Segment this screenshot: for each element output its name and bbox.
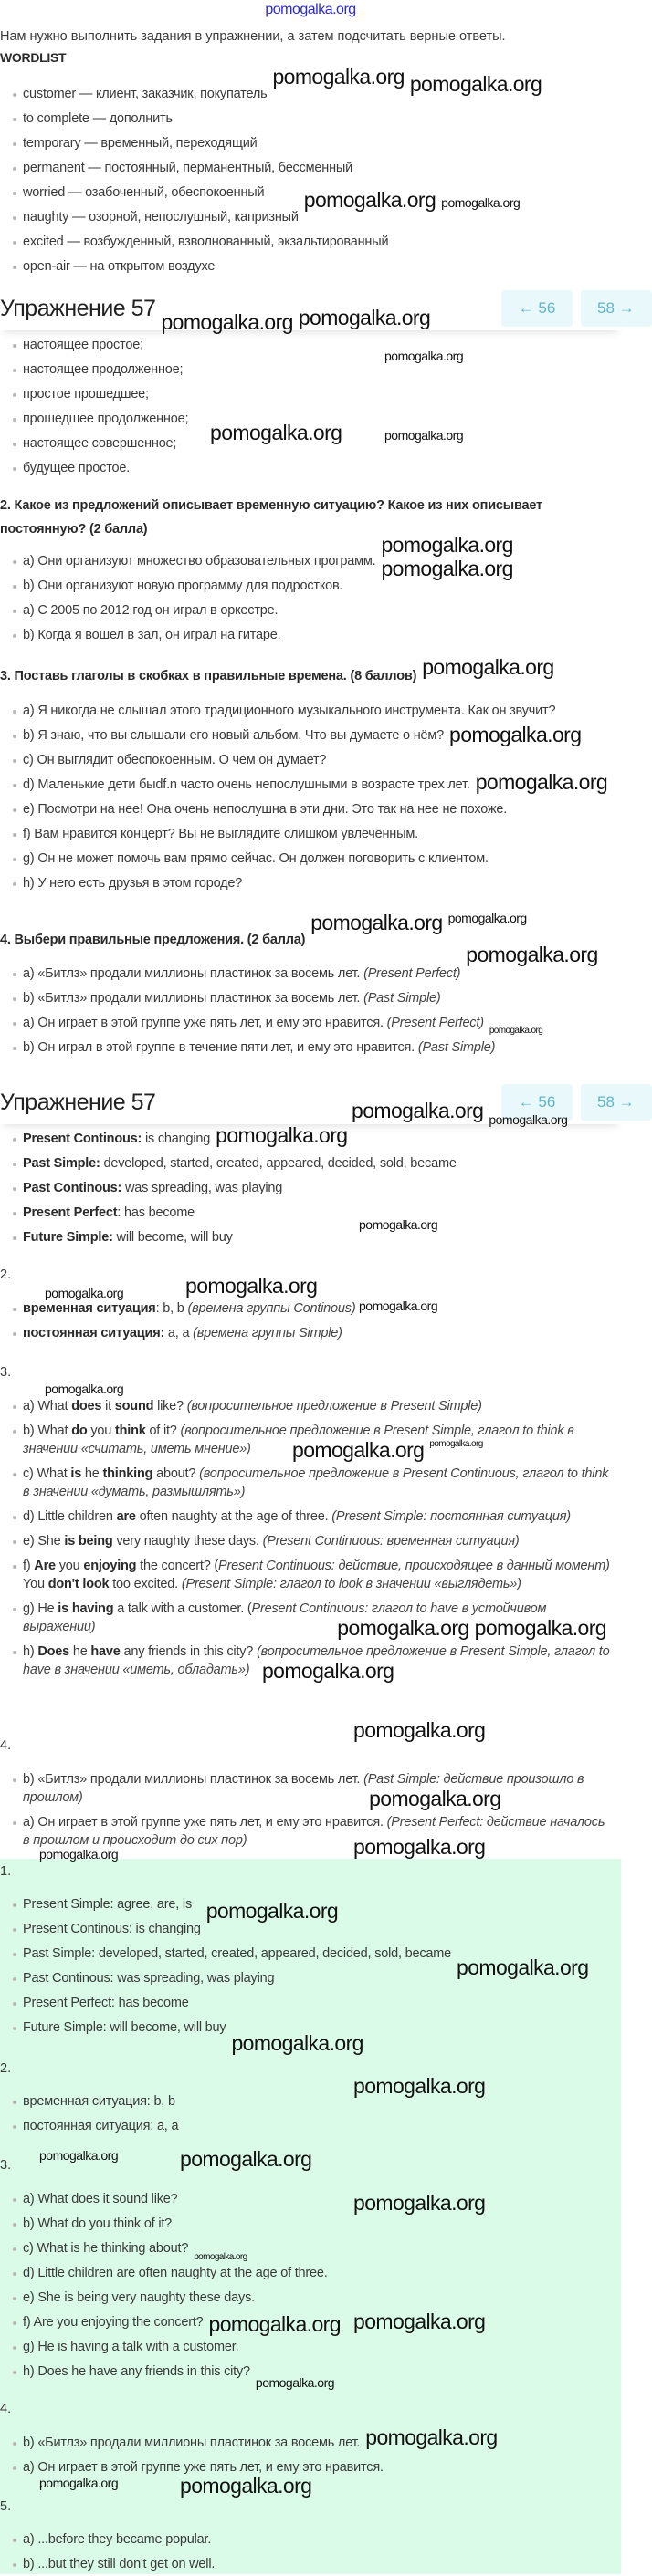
watermark-text: pomogalka.org: [353, 1835, 486, 1859]
italic-note: (вопросительное предложение в Present Simple): [186, 1398, 482, 1413]
item-text: d) Little children are often naughty at the age of three.: [23, 2265, 328, 2280]
list-item: [0, 81, 621, 106]
list-item: [0, 455, 621, 480]
item-text: g) He: [23, 1601, 58, 1616]
wordlist-label: WORDLIST: [0, 50, 67, 65]
item-text: developed, started, created, appeared, decided, sold, became: [100, 1155, 457, 1171]
list-item: [0, 2236, 621, 2260]
italic-note: (вопросительное предложение в Present Simple, глагол to think в значении «считать, иметь мнение»): [23, 1423, 574, 1456]
list-item: [0, 1200, 621, 1225]
item-text: настоящее продолженное;: [23, 361, 184, 377]
item-text: e) Посмотри на нее! Она очень непослушна в эти дни. Это так на нее не похоже.: [23, 801, 508, 817]
item-text: a) «Битлз» продали миллионы пластинок за восемь лет.: [23, 965, 364, 981]
bold-text: Are: [34, 1558, 56, 1573]
bold-text: временная ситуация: [23, 1300, 156, 1316]
question-3: 3. Поставь глаголы в скобках в правильные времена. (8 баллов): [0, 669, 417, 683]
watermark-text: pomogalka.org: [272, 65, 405, 89]
item-text: c) What is he thinking about?: [23, 2240, 189, 2256]
list-item: [0, 2455, 621, 2479]
list-item: [0, 1941, 621, 1966]
watermark-text: pomogalka.org: [303, 188, 436, 212]
list-item: [0, 1528, 614, 1553]
list-item: [0, 986, 621, 1010]
list-item: [0, 229, 621, 254]
answer-4-number: 4.: [0, 1738, 12, 1753]
list-item: [0, 357, 621, 381]
summary-1-list: [0, 1892, 621, 2039]
watermark-text: pomogalka.org: [45, 1382, 124, 1396]
question-2: 2. Какое из предложений описывает временную ситуацию? Какое из них описывает постоянную? (2 балла): [0, 498, 542, 537]
bold-text: Does: [37, 1643, 69, 1659]
question-3-items: [0, 698, 603, 895]
list-item: [0, 1418, 614, 1461]
italic-note: (Past Simple: действие произошло в прошлом): [23, 1771, 584, 1805]
question-2-items: [0, 548, 621, 647]
item-text: open-air — на открытом воздухе: [23, 258, 216, 274]
summary-5-number: 5.: [0, 2499, 12, 2514]
italic-note: (времена группы Simple): [193, 1325, 342, 1340]
list-item: [0, 622, 621, 647]
item-text: a) Он играет в этой группе уже пять лет, и ему это нравится.: [23, 1015, 387, 1030]
item-text: b) Он играл в этой группе в течение пяти лет, и ему это нравится.: [23, 1039, 418, 1055]
item-text: to complete — дополнить: [23, 110, 173, 126]
item-text: was spreading, was playing: [121, 1180, 283, 1195]
list-item: [0, 1035, 621, 1059]
summary-2-number: 2.: [0, 2061, 12, 2076]
item-text: c) Он выглядит обеспокоенным. О чем он думает?: [23, 752, 327, 767]
item-text: d) Маленькие дети быdf.n часто очень непослушными в возрасте трех лет.: [23, 777, 470, 792]
italic-note: (Present Simple: постоянная ситуация): [331, 1508, 571, 1524]
item-text: often naughty at the age of three.: [135, 1508, 332, 1524]
italic-note: (Present Perfect): [386, 1015, 484, 1030]
watermark-text: pomogalka.org: [365, 2425, 498, 2449]
item-text: you: [87, 1423, 115, 1438]
bold-text: Past Continous:: [23, 1180, 122, 1195]
summary-4-number: 4.: [0, 2402, 12, 2416]
watermark-text: pomogalka.org: [45, 1286, 124, 1300]
list-item: [0, 2310, 621, 2334]
item-text: h) У него есть друзья в этом городе?: [23, 875, 243, 891]
list-item: [0, 846, 603, 871]
italic-note: (Present Perfect): [363, 965, 461, 981]
watermark-text: pomogalka.org: [359, 1217, 438, 1232]
bold-text: is being: [64, 1533, 113, 1549]
item-text: about?: [152, 1465, 200, 1481]
italic-note: (Past Simple): [363, 990, 441, 1006]
list-item: [0, 2186, 621, 2211]
item-text: c) What: [23, 1465, 71, 1481]
item-text: of it?: [145, 1423, 181, 1438]
watermark-text: pomogalka.org: [210, 421, 342, 444]
list-item: [0, 406, 621, 431]
item-text: Present Continous: is changing: [23, 1921, 201, 1936]
item-text: a) С 2005 по 2012 год он играл в оркестре.: [23, 602, 279, 618]
item-text: Past Continous: was spreading, was playing: [23, 1970, 275, 1986]
item-text: b) «Битлз» продали миллионы пластинок за восемь лет.: [23, 990, 364, 1006]
list-item: [0, 2113, 621, 2138]
watermark-text: pomogalka.org: [449, 723, 582, 746]
item-text: a) What: [23, 1398, 72, 1413]
item-text: g) He is having a talk with a customer.: [23, 2339, 239, 2354]
italic-note: Present Continuous: глагол to have в устойчивом выражении): [23, 1601, 547, 1634]
bold-text: is: [70, 1465, 82, 1481]
list-item: [0, 1320, 621, 1345]
watermark-text: pomogalka.org: [384, 428, 464, 443]
list-item: [0, 1010, 621, 1035]
list-item: [0, 254, 621, 278]
watermark-text: pomogalka.org: [255, 2375, 335, 2390]
summary-5-list: [0, 2527, 621, 2576]
exercise-title: Упражнение 57: [0, 1090, 156, 1115]
sticky-header-2: [0, 1084, 635, 1124]
item-text: is changing: [142, 1131, 211, 1146]
prev-exercise-button[interactable]: ← 56: [501, 1084, 573, 1121]
answer-1-list: [0, 1123, 621, 1249]
watermark-text: pomogalka.org: [216, 1123, 348, 1147]
list-item: [0, 2527, 621, 2551]
answer-3-number: 3.: [0, 1365, 12, 1380]
list-item: [0, 797, 603, 821]
item-text: permanent — постоянный, перманентный, бессменный: [23, 160, 353, 175]
watermark-text: pomogalka.org: [39, 2476, 119, 2490]
item-text: : has become: [117, 1205, 195, 1220]
watermark-text: pomogalka.org: [298, 306, 431, 329]
watermark-text: pomogalka.org: [489, 1112, 568, 1127]
answer-4-list: [0, 1767, 614, 1852]
list-item: [0, 2551, 621, 2576]
wordlist: [0, 81, 621, 278]
watermark-text: pomogalka.org: [447, 911, 527, 925]
list-item: [0, 2260, 621, 2285]
list-item: [0, 961, 621, 986]
bold-text: thinking: [102, 1465, 153, 1481]
list-item: [0, 106, 621, 130]
item-text: h): [23, 1643, 38, 1659]
item-text: You: [23, 1576, 48, 1591]
item-text: it: [101, 1398, 115, 1413]
list-item: [0, 1504, 614, 1528]
list-item: [0, 1596, 614, 1639]
list-item: [0, 130, 621, 155]
watermark-text: pomogalka.org: [292, 1437, 425, 1462]
item-text: too excited.: [109, 1576, 182, 1591]
list-item: [0, 2015, 621, 2039]
watermark-text: pomogalka.org: [208, 2312, 341, 2336]
italic-note: (вопросительное предложение в Present Continuous, глагол to think в значении «думать, размышлять»): [23, 1465, 609, 1499]
list-item: [0, 821, 603, 846]
list-item: [0, 747, 603, 772]
bold-text: do: [71, 1423, 88, 1438]
summary-3-list: [0, 2186, 621, 2383]
answer-2-number: 2.: [0, 1267, 12, 1282]
summary-4-list: [0, 2430, 621, 2479]
summary-1-number: 1.: [0, 1864, 12, 1879]
watermark-text: pomogalka.org: [359, 1298, 438, 1313]
item-text: a) Он играет в этой группе уже пять лет, и ему это нравится.: [23, 2459, 384, 2475]
item-text: the concert? (: [136, 1558, 219, 1573]
list-item: [0, 1393, 614, 1418]
item-text: a) ...before they became popular.: [23, 2531, 212, 2547]
item-text: f) Are you enjoying the concert?: [23, 2314, 204, 2330]
list-item: [0, 2089, 621, 2113]
list-item: [0, 698, 603, 723]
bold-text: Present Perfect: [23, 1205, 118, 1220]
watermark-text: pomogalka.org: [441, 195, 521, 210]
watermark-text: pomogalka.org: [353, 2074, 486, 2098]
item-text: naughty — озорной, непослушный, капризный: [23, 209, 299, 224]
watermark-text: pomogalka.org: [337, 1615, 469, 1640]
item-text: d) Little children: [23, 1508, 117, 1524]
item-text: b) What do you think of it?: [23, 2216, 173, 2231]
item-text: прошедшее продолженное;: [23, 411, 189, 426]
item-text: like?: [153, 1398, 187, 1413]
list-item: [0, 2285, 621, 2310]
question-4-items: [0, 961, 621, 1059]
watermark-text: pomogalka.org: [180, 2147, 312, 2171]
list-item: [0, 1990, 621, 2015]
summary-3-number: 3.: [0, 2158, 12, 2173]
list-item: [0, 1553, 614, 1596]
item-text: a, a: [164, 1325, 194, 1340]
item-text: b) ...but they still don't get on well.: [23, 2556, 216, 2571]
tenses-list: [0, 332, 621, 480]
list-item: [0, 1151, 621, 1175]
item-text: Past Simple: developed, started, created, appeared, decided, sold, became: [23, 1945, 452, 1961]
bold-text: think: [114, 1423, 146, 1438]
list-item: [0, 1296, 621, 1320]
italic-note: (Present Continuous: временная ситуация): [262, 1533, 520, 1549]
answer-2-list: [0, 1296, 621, 1345]
item-text: настоящее простое;: [23, 337, 143, 352]
watermark-text: pomogalka.org: [231, 2031, 363, 2055]
italic-note: (времена группы Continous): [187, 1300, 356, 1316]
item-text: временная ситуация: b, b: [23, 2093, 175, 2109]
item-text: f) Вам нравится концерт? Вы не выглядите слишком увлечённым.: [23, 826, 418, 841]
watermark-text: pomogalka.org: [185, 1274, 318, 1298]
bold-text: постоянная ситуация:: [23, 1325, 165, 1340]
watermark-text: pomogalka.org: [381, 533, 513, 557]
item-text: Future Simple: will become, will buy: [23, 2019, 226, 2035]
item-text: a) What does it sound like?: [23, 2191, 178, 2206]
italic-note: (Present Simple: глагол to look в значении «выглядеть»): [181, 1576, 521, 1591]
list-item: [0, 2334, 621, 2359]
watermark-text: pomogalka.org: [429, 1438, 483, 1449]
bold-text: have: [90, 1643, 121, 1659]
item-text: b) Я знаю, что вы слышали его новый альбом. Что вы думаете о нём?: [23, 727, 445, 743]
prev-exercise-button[interactable]: ← 56: [501, 290, 573, 327]
item-text: настоящее совершенное;: [23, 435, 177, 451]
next-exercise-button[interactable]: 58 →: [581, 290, 652, 327]
watermark-text: pomogalka.org: [39, 2148, 119, 2163]
bold-text: is having: [58, 1601, 114, 1616]
item-text: a talk with a customer. (: [113, 1601, 252, 1616]
item-text: you: [55, 1558, 84, 1573]
watermark-text: pomogalka.org: [474, 1615, 606, 1640]
item-text: he: [81, 1465, 103, 1481]
list-item: [0, 723, 603, 747]
watermark-text: pomogalka.org: [409, 72, 542, 96]
watermark-text: pomogalka.org: [352, 1099, 484, 1122]
item-text: e) She is being very naughty these days.: [23, 2289, 255, 2305]
watermark-text: pomogalka.org: [381, 557, 513, 581]
watermark-text: pomogalka.org: [369, 1786, 501, 1810]
item-text: b) Когда я вошел в зал, он играл на гитаре.: [23, 627, 281, 642]
item-text: e) She: [23, 1533, 65, 1549]
watermark-text: pomogalka.org: [353, 2191, 486, 2215]
item-text: worried — озабоченный, обеспокоенный: [23, 184, 265, 200]
item-text: постоянная ситуация: a, a: [23, 2118, 179, 2133]
item-text: h) Does he have any friends in this city?: [23, 2363, 250, 2379]
list-item: [0, 871, 603, 895]
bold-text: Past Simple:: [23, 1155, 100, 1171]
list-item: [0, 598, 621, 622]
item-text: b) «Битлз» продали миллионы пластинок за восемь лет.: [23, 1771, 364, 1787]
summary-2-list: [0, 2089, 621, 2138]
item-text: : b, b: [155, 1300, 188, 1316]
item-text: very naughty these days.: [112, 1533, 263, 1549]
list-item: [0, 381, 621, 406]
bold-text: don't look: [47, 1576, 110, 1591]
watermark-text: pomogalka.org: [310, 911, 443, 934]
answer-3-list: [0, 1393, 614, 1682]
item-text: will become, will buy: [112, 1229, 233, 1245]
watermark-text: pomogalka.org: [261, 1658, 394, 1683]
item-text: g) Он не может помочь вам прямо сейчас. Он должен поговорить с клиентом.: [23, 850, 489, 866]
sticky-header: [0, 290, 635, 330]
item-text: Present Simple: agree, are, is: [23, 1896, 193, 1912]
item-text: b) «Битлз» продали миллионы пластинок за восемь лет.: [23, 2435, 361, 2450]
list-item: [0, 573, 621, 598]
exercise-title: Упражнение 57: [0, 296, 156, 321]
item-text: he: [69, 1643, 91, 1659]
item-text: простое прошедшее;: [23, 386, 149, 402]
list-item: [0, 1966, 621, 1990]
list-item: [0, 1123, 621, 1151]
italic-note: (Present Perfect: действие началось в прошлом и происходит до сих пор): [23, 1814, 605, 1848]
italic-note: (вопросительное предложение в Present Simple, глагол to have в значении «иметь, обладать»): [23, 1643, 610, 1677]
list-item: [0, 1809, 614, 1852]
watermark-text: pomogalka.org: [422, 655, 554, 679]
item-text: excited — возбужденный, взволнованный, экзальтированный: [23, 234, 389, 249]
bold-text: Present Continous:: [23, 1131, 142, 1146]
list-item: [0, 204, 621, 229]
list-item: [0, 548, 621, 573]
item-text: Present Perfect: has become: [23, 1995, 189, 2010]
list-item: [0, 2430, 621, 2455]
list-item: [0, 1175, 621, 1200]
italic-note: Present Continuous: действие, происходящее в данный момент): [218, 1558, 610, 1573]
list-item: [0, 772, 603, 797]
item-text: a) Они организуют множество образовательных программ.: [23, 553, 376, 568]
list-item: [0, 1225, 621, 1249]
watermark-text: pomogalka.org: [353, 1718, 486, 1742]
item-text: f): [23, 1558, 35, 1573]
item-text: b) Они организуют новую программу для подростков.: [23, 578, 343, 593]
list-item: [0, 2211, 621, 2236]
bold-text: Future Simple:: [23, 1229, 113, 1245]
italic-note: (Past Simple): [417, 1039, 496, 1055]
list-item: [0, 428, 621, 455]
bold-text: sound: [114, 1398, 154, 1413]
watermark-text: pomogalka.org: [39, 1847, 119, 1862]
item-text: a) Он играет в этой группе уже пять лет, и ему это нравится.: [23, 1814, 387, 1830]
watermark-text: pomogalka.org: [161, 310, 293, 334]
list-item: [0, 2359, 621, 2383]
item-text: будущее простое.: [23, 460, 131, 475]
site-watermark-link[interactable]: pomogalka.org: [265, 2, 356, 17]
bold-text: enjoying: [83, 1558, 137, 1573]
list-item: [0, 155, 621, 180]
list-item: [0, 1892, 621, 1916]
watermark-text: pomogalka.org: [466, 943, 598, 966]
bold-text: are: [116, 1508, 136, 1524]
watermark-text: pomogalka.org: [457, 1955, 589, 1979]
bold-text: does: [71, 1398, 102, 1413]
item-text: any friends in this city?: [120, 1643, 257, 1659]
item-text: b) What: [23, 1423, 72, 1438]
question-4: 4. Выбери правильные предложения. (2 балла): [0, 933, 306, 947]
intro-text: Нам нужно выполнить задания в упражнении, а затем подсчитать верные ответы.: [0, 29, 506, 44]
item-text: customer — клиент, заказчик, покупатель: [23, 86, 268, 101]
watermark-text: pomogalka.org: [475, 770, 608, 794]
list-item: [0, 1461, 614, 1504]
list-item: [0, 332, 621, 357]
list-item: [0, 1639, 614, 1682]
watermark-text: pomogalka.org: [384, 349, 464, 363]
watermark-text: pomogalka.org: [353, 2310, 486, 2333]
item-text: temporary — временный, переходящий: [23, 135, 258, 151]
watermark-text: pomogalka.org: [180, 2474, 312, 2498]
watermark-text: pomogalka.org: [205, 1899, 339, 1923]
watermark-text: pomogalka.org: [194, 2252, 247, 2262]
list-item: [0, 1767, 614, 1809]
list-item: [0, 1916, 621, 1941]
watermark-text: pomogalka.org: [489, 1026, 543, 1036]
next-exercise-button[interactable]: 58 →: [581, 1084, 652, 1121]
item-text: a) Я никогда не слышал этого традиционного музыкального инструмента. Как он звучит?: [23, 703, 556, 718]
list-item: [0, 180, 621, 204]
